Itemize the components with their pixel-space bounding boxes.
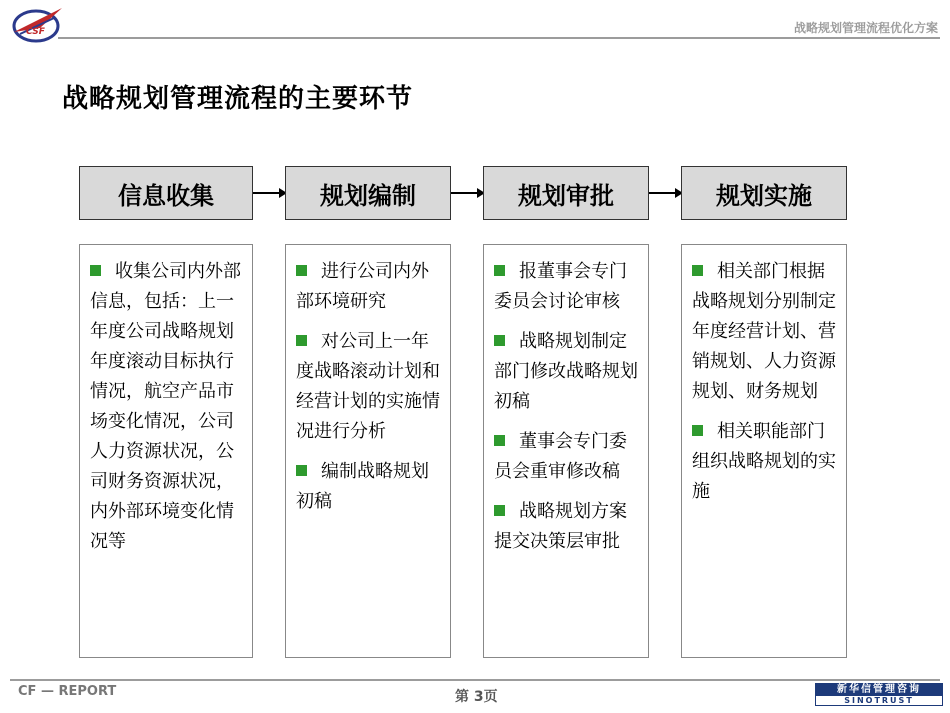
- stage-box-info-collection: 信息收集: [79, 166, 253, 220]
- page-title: 战略规划管理流程的主要环节: [62, 84, 414, 114]
- footer-report-label: CF — REPORT: [18, 684, 117, 699]
- brand-logo: [815, 683, 943, 706]
- footer-divider: [10, 679, 940, 681]
- list-item: 进行公司内外部环境研究: [296, 261, 429, 312]
- detail-box-plan-implementation: [681, 244, 847, 658]
- list-item: 战略规划方案提交决策层审批: [494, 501, 627, 552]
- list-item: 相关职能部门组织战略规划的实施: [692, 421, 836, 502]
- stage-box-plan-implementation: 规划实施: [681, 166, 847, 220]
- green-square-bullet-icon: [296, 265, 307, 276]
- green-square-bullet-icon: [692, 425, 703, 436]
- right-arrow-icon: [451, 186, 485, 200]
- right-arrow-icon: [253, 186, 287, 200]
- header-title: 战略规划管理流程优化方案: [793, 21, 938, 35]
- green-square-bullet-icon: [494, 335, 505, 346]
- brand-name-cn: 新华信管理咨询: [816, 684, 942, 696]
- green-square-bullet-icon: [296, 465, 307, 476]
- green-square-bullet-icon: [494, 435, 505, 446]
- detail-box-plan-drafting: [285, 244, 451, 658]
- list-item: 战略规划制定部门修改战略规划初稿: [494, 331, 638, 412]
- green-square-bullet-icon: [90, 265, 101, 276]
- list-item: 相关部门根据战略规划分别制定年度经营计划、营销规划、人力资源规划、财务规划: [692, 261, 836, 402]
- brand-name-en: SINOTRUST: [844, 696, 914, 705]
- svg-text:CSF: CSF: [26, 27, 45, 37]
- green-square-bullet-icon: [692, 265, 703, 276]
- right-arrow-icon: [649, 186, 683, 200]
- header-divider: [58, 37, 940, 39]
- green-square-bullet-icon: [494, 265, 505, 276]
- detail-box-info-collection: [79, 244, 253, 658]
- list-item: 编制战略规划初稿: [296, 461, 429, 512]
- stage-box-plan-approval: 规划审批: [483, 166, 649, 220]
- detail-box-plan-approval: [483, 244, 649, 658]
- green-square-bullet-icon: [494, 505, 505, 516]
- list-item: 收集公司内外部信息，包括：上一年度公司战略规划年度滚动目标执行情况，航空产品市场变化情况，公司人力资源状况，公司财务资源状况，内外部环境变化情况等: [90, 261, 241, 552]
- green-square-bullet-icon: [296, 335, 307, 346]
- stage-box-plan-drafting: 规划编制: [285, 166, 451, 220]
- list-item: 报董事会专门委员会讨论审核: [494, 261, 627, 312]
- page-number: 第 3页: [455, 689, 498, 705]
- list-item: 对公司上一年度战略滚动计划和经营计划的实施情况进行分析: [296, 331, 440, 442]
- list-item: 董事会专门委员会重审修改稿: [494, 431, 627, 482]
